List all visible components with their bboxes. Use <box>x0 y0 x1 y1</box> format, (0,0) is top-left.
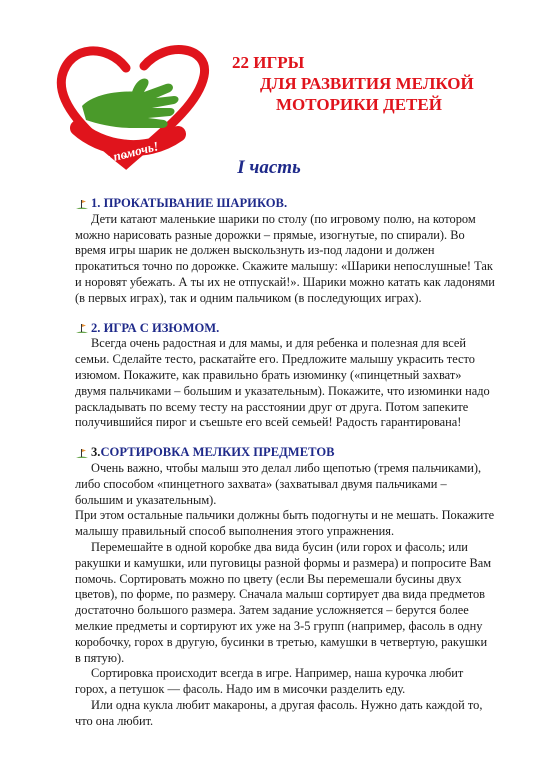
section-3-text-5: Или одна кукла любит макароны, а другая фасоль. Нужно дать каждой то, что она любит. <box>75 697 483 728</box>
section-2-text: Всегда очень радостная и для мамы, и для ребенка и полезная для всей семьи. Сделайте тесто, раскатайте его. Предложите малышу украсить тесто изюмом. Покажите, как правильно брать изюминку («пинцетный захват» двумя пальчиками – большим и указательным). Покажите, что изюминки надо раскладывать по всему тесту на расстоянии друг от друга. Потом запеките получившийся пирог и съешьте его всей семьей! Радость гарантирована! <box>75 336 490 430</box>
golf-flag-icon <box>75 322 89 334</box>
logo-text: хочу помочь! <box>84 138 160 171</box>
golf-flag-icon <box>75 447 89 459</box>
section-3-title: СОРТИРОВКА МЕЛКИХ ПРЕДМЕТОВ <box>100 445 335 460</box>
document-body <box>75 196 495 730</box>
section-1-text: Дети катают маленькие шарики по столу (по игровому полю, на котором можно нарисовать разные дорожки – прямые, изогнутые, по спирали). Во время игры шарик не должен выскользнуть из-под ладони и должен прокатиться точно по дорожке. Скажите малышу: «Шарики непослушные! Так и норовят убежать. А ты их не отпускай!». Шарики можно катать как ладонями (в первых играх), так и одним пальчиком (в последующих играх). <box>75 211 495 305</box>
section-3-text-1: Очень важно, чтобы малыш это делал либо щепотью (тремя пальчиками), либо способом «пинцетного захвата» (захватывал двумя пальчиками – большим и указательным). <box>75 460 482 507</box>
logo-heart-hand <box>48 36 218 176</box>
section-1-heading <box>75 196 495 212</box>
section-3-text-2: При этом остальные пальчики должны быть подогнуты и не мешать. Покажите малышу правильный способ выполнения этого упражнения. <box>75 508 495 539</box>
title-line-1: 22 ИГРЫ <box>232 53 305 72</box>
section-3-text-4: Сортировка происходит всегда в игре. Например, наша курочка любит горох, а петушок — фасоль. Надо им в мисочки разделить еду. <box>75 666 464 697</box>
section-2-heading <box>75 321 495 337</box>
title-line-3: МОТОРИКИ ДЕТЕЙ <box>276 95 442 114</box>
page-title <box>200 52 520 115</box>
section-3-heading <box>75 445 495 461</box>
title-line-2: ДЛЯ РАЗВИТИЯ МЕЛКОЙ <box>260 74 474 93</box>
golf-flag-icon <box>75 198 89 210</box>
section-3-text-3: Перемешайте в одной коробке два вида бусин (или горох и фасоль; или ракушки и камушки, или пуговицы разной формы и размера) и попросите Вам помочь. Сортировать можно по цвету (если Вы перемешали бусины двух цветов), по форме, по размеру. Сначала малыш сортирует два вида предметов достаточно большого размера. Затем задание усложняется – берутся более мелкие предметы и сортируют их уже на 3-5 групп (например, фасоль в одну коробочку, горох в другую, бусинки в третью, камушки в четвертую, ракушки в пятую). <box>75 539 492 665</box>
section-3-number: 3. <box>91 445 101 460</box>
section-2-title: 2. ИГРА С ИЗЮМОМ. <box>91 320 220 335</box>
section-1-title: 1. ПРОКАТЫВАНИЕ ШАРИКОВ. <box>91 196 288 210</box>
part-heading: I часть <box>237 157 301 178</box>
